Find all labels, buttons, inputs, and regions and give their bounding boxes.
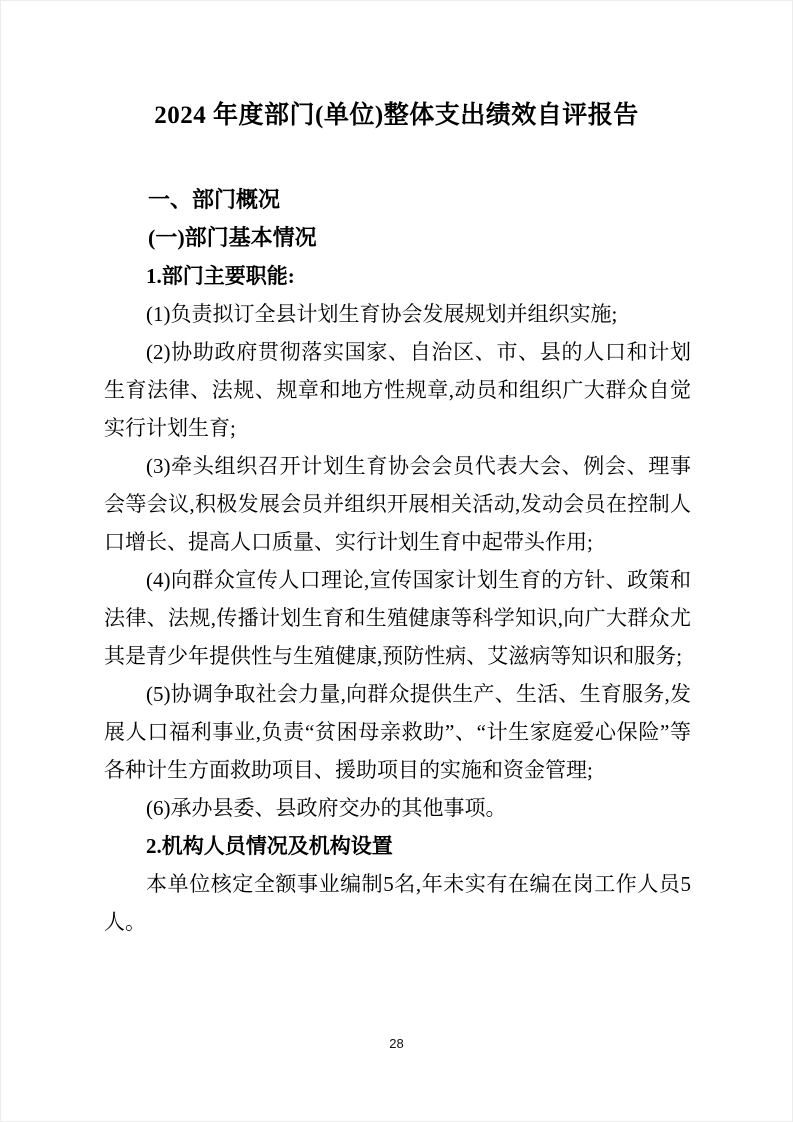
paragraph-function-6: (6)承办县委、县政府交办的其他事项。 (146, 796, 507, 820)
heading-section-1: 一、部门概况 (148, 187, 281, 212)
paragraph-function-5: (5)协调争取社会力量,向群众提供生产、生活、生育服务,发展人口福利事业,负责“贫困母亲救助”、“计生家庭爱心保险”等各种计生方面救助项目、援助项目的实施和资金管理; (104, 682, 691, 782)
heading-subsection-1-1: (一)部门基本情况 (148, 225, 317, 250)
document-body (1, 181, 792, 941)
paragraph-function-3: (3)牵头组织召开计划生育协会会员代表大会、例会、理事会等会议,积极发展会员并组织开展相关活动,发动会员在控制人口增长、提高人口质量、实行计划生育中起带头作用; (104, 454, 691, 554)
paragraph-function-2: (2)协助政府贯彻落实国家、自治区、市、县的人口和计划生育法律、法规、规章和地方性规章,动员和组织广大群众自觉实行计划生育; (104, 340, 691, 440)
heading-org-setup: 2.机构人员情况及机构设置 (146, 834, 393, 858)
document-title: 2024 年度部门(单位)整体支出绩效自评报告 (154, 102, 639, 129)
paragraph-function-4: (4)向群众宣传人口理论,宣传国家计划生育的方针、政策和法律、法规,传播计划生育和生殖健康等科学知识,向广大群众尤其是青少年提供性与生殖健康,预防性病、艾滋病等知识和服务; (104, 568, 691, 668)
page-number: 28 (389, 1036, 404, 1051)
paragraph-org-staffing: 本单位核定全额事业编制5名,年未实有在编在岗工作人员5人。 (104, 872, 691, 934)
paragraph-function-1: (1)负责拟订全县计划生育协会发展规划并组织实施; (146, 302, 618, 326)
heading-main-functions: 1.部门主要职能: (146, 264, 295, 288)
